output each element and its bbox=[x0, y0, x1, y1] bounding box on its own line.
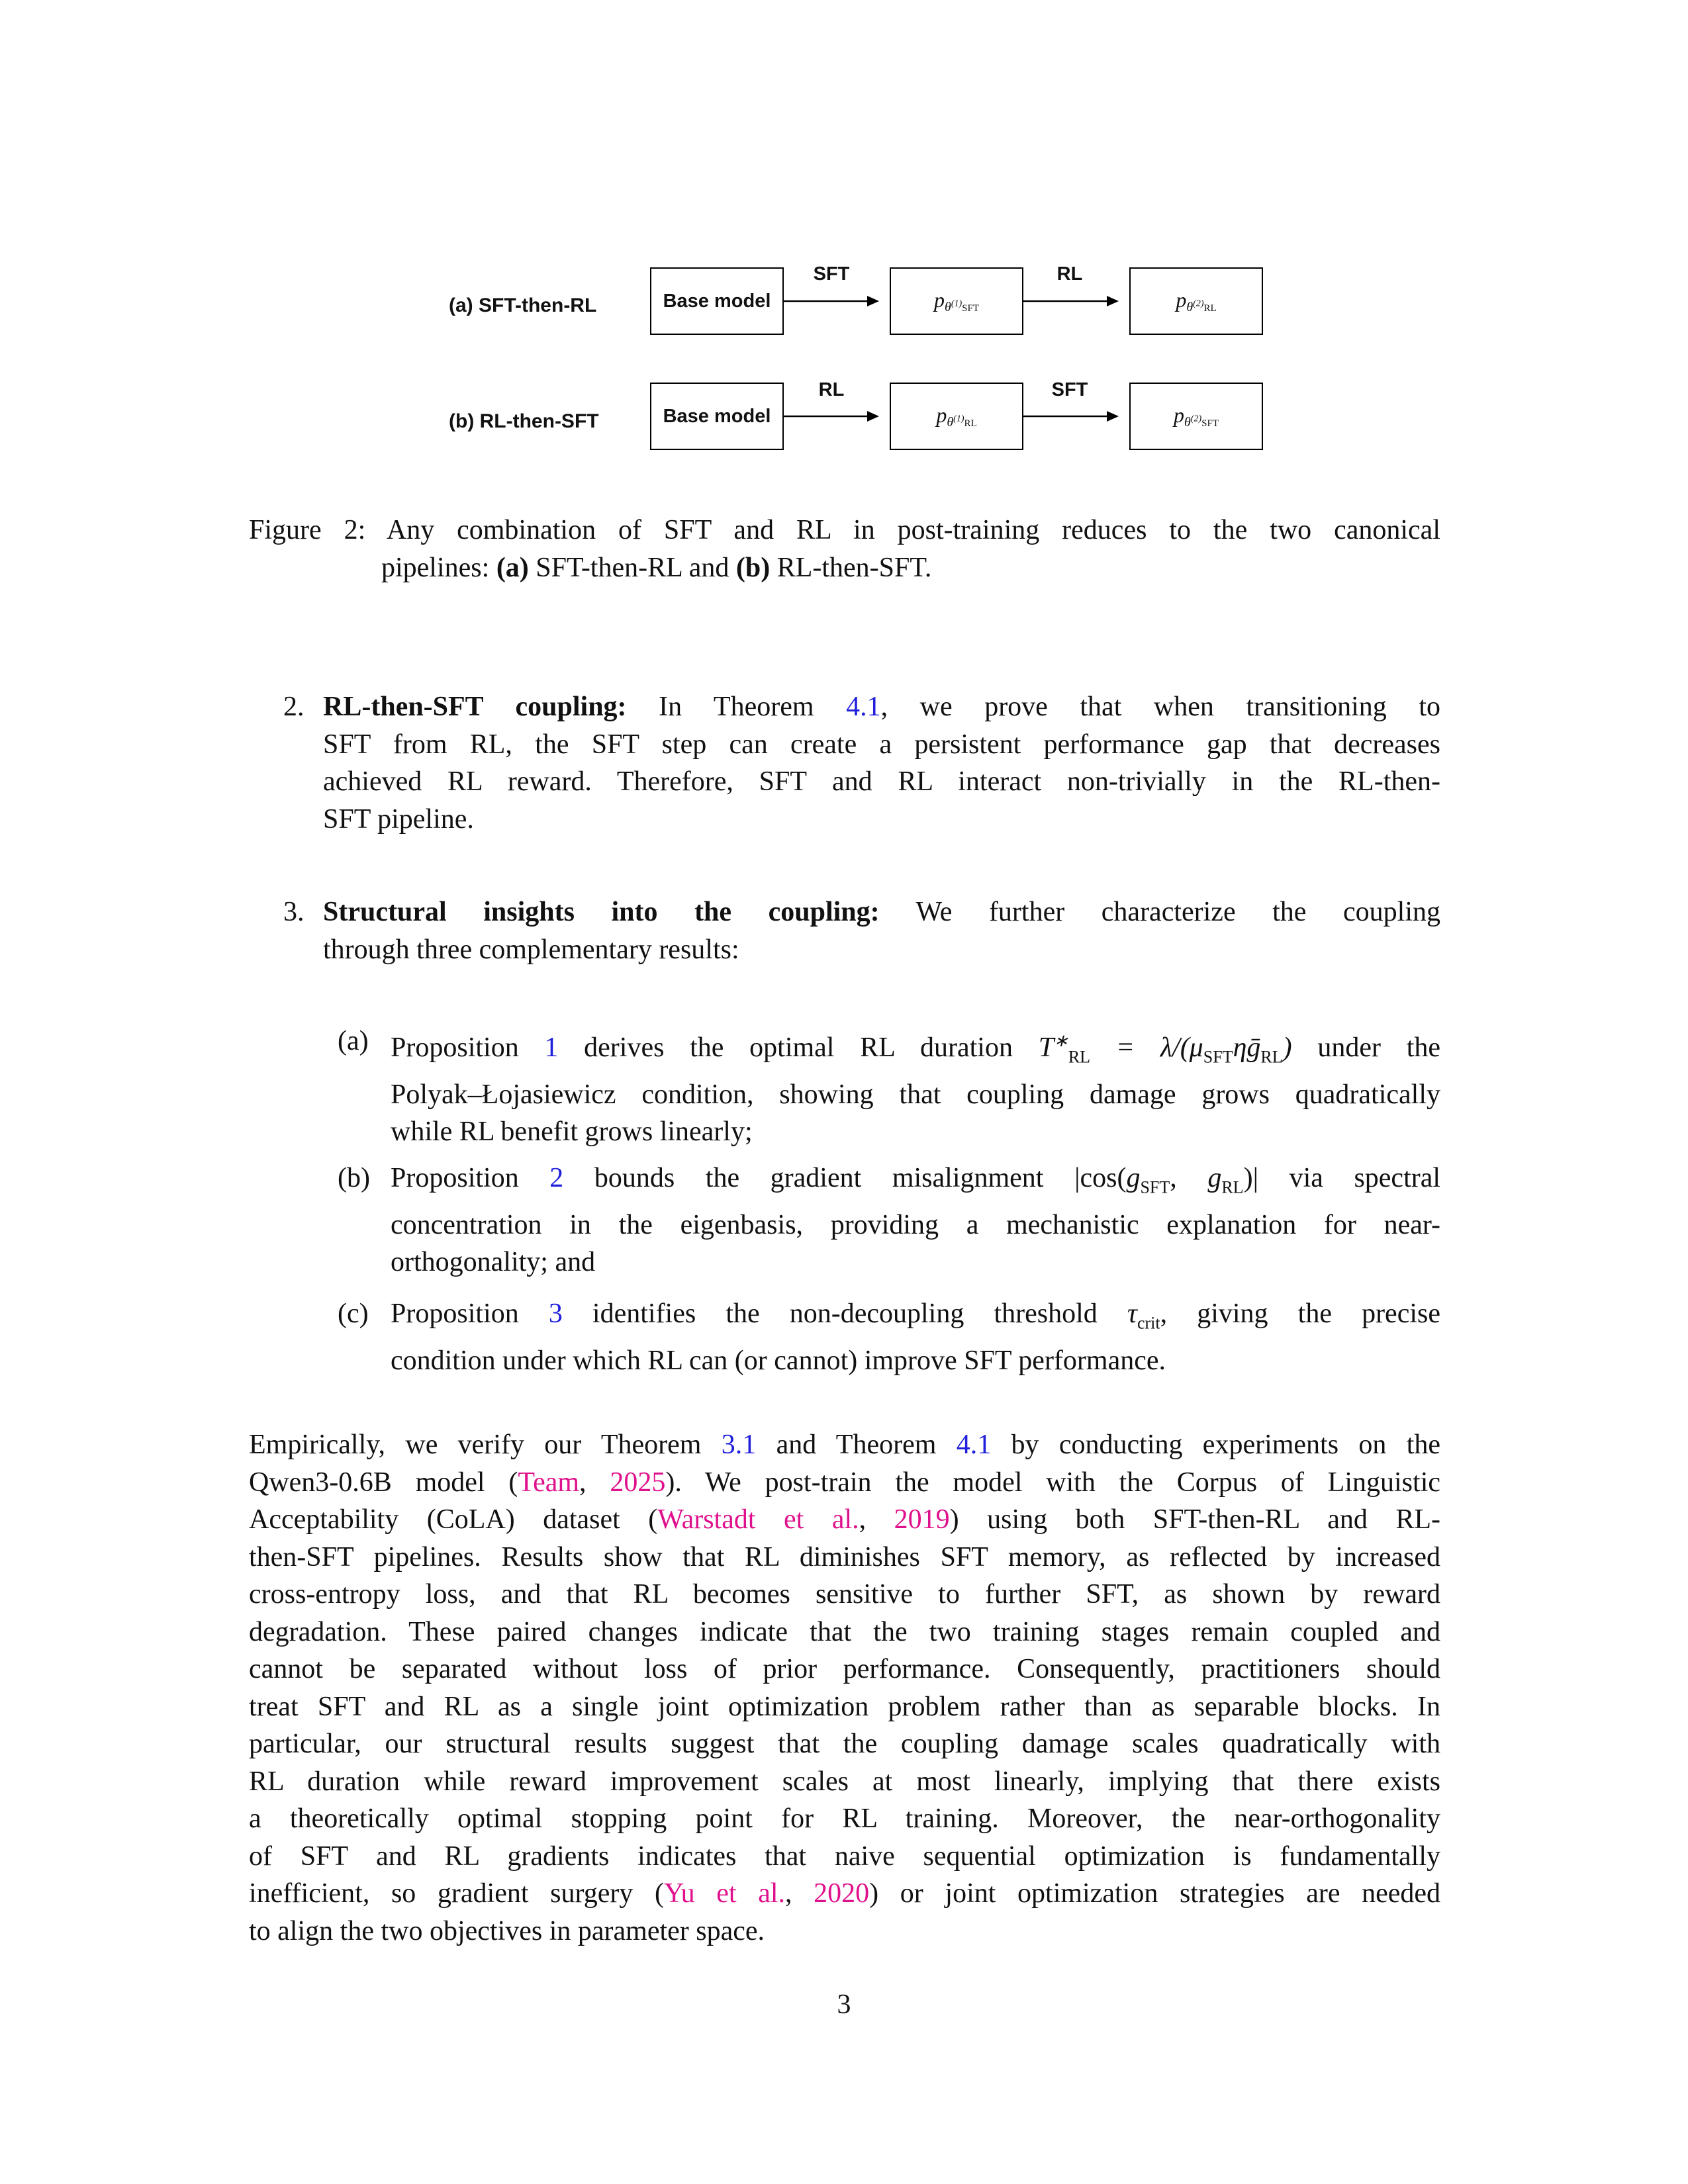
item-3-title: Structural insights into the coupling: bbox=[323, 897, 880, 927]
sub-a-line: while RL benefit grows linearly; bbox=[391, 1116, 753, 1148]
sub-c-label: (c) bbox=[338, 1298, 369, 1329]
sub-item-c bbox=[391, 1295, 1440, 1379]
body-paragraph bbox=[249, 1426, 1440, 1950]
item-3 bbox=[323, 893, 1440, 968]
body-line: of SFT and RL gradients indicates that naive sequential optimization is fundamentally bbox=[249, 1841, 1440, 1872]
item-3-number: 3. bbox=[283, 897, 305, 927]
theorem-link[interactable]: 4.1 bbox=[956, 1430, 992, 1460]
body-line: degradation. These paired changes indicate that the two training stages remain coupled and bbox=[249, 1616, 1440, 1647]
model-a3-label: $p_{\theta^{(2)}RL}$ bbox=[1176, 287, 1217, 314]
base-model-box-b bbox=[650, 383, 784, 450]
arrow-label-b1: RL bbox=[818, 379, 845, 400]
model-box-a3 bbox=[1129, 267, 1263, 335]
body-line: Empirically, we verify our Theorem 3.1 and Theorem 4.1 by conducting experiments on the bbox=[249, 1430, 1441, 1460]
base-model-label: Base model bbox=[663, 405, 771, 427]
citation-year-link[interactable]: 2019 bbox=[894, 1504, 950, 1535]
page-number: 3 bbox=[837, 1989, 851, 2020]
arrow-label-a2: RL bbox=[1056, 263, 1083, 285]
item-2-title: RL-then-SFT coupling: bbox=[323, 692, 627, 722]
sub-b-line: orthogonality; and bbox=[391, 1247, 596, 1278]
body-line: a theoretically optimal stopping point for RL training. Moreover, the near-orthogonality bbox=[249, 1803, 1440, 1834]
math-optimal-duration: $T^∗_{RL}$ = $\lambda/(\mu_{SFT}\eta ḡ_{RL})$ bbox=[1038, 1031, 1292, 1067]
model-box-a2 bbox=[890, 267, 1023, 335]
math-threshold: $\tau_{crit}$ bbox=[1127, 1298, 1160, 1333]
base-model-box-a bbox=[650, 267, 784, 335]
arrow-a1 bbox=[784, 301, 890, 314]
sub-b-line: concentration in the eigenbasis, providing a mechanistic explanation for near- bbox=[391, 1209, 1440, 1240]
theorem-link[interactable]: 4.1 bbox=[846, 692, 881, 722]
pipeline-diagram bbox=[0, 0, 1688, 477]
sub-item-a bbox=[391, 1023, 1440, 1151]
citation-year-link[interactable]: 2025 bbox=[610, 1467, 666, 1498]
body-line: treat SFT and RL as a single joint optimization problem rather than as separable blocks. In bbox=[249, 1691, 1440, 1722]
model-box-b2 bbox=[890, 383, 1023, 450]
item-3-line: Structural insights into the coupling: We further characterize the coupling bbox=[323, 897, 1440, 927]
model-box-b3 bbox=[1129, 383, 1263, 450]
body-line: then-SFT pipelines. Results show that RL diminishes SFT memory, as reflected by increased bbox=[249, 1541, 1440, 1572]
sub-c-line: condition under which RL can (or cannot) improve SFT performance. bbox=[391, 1345, 1166, 1376]
item-2-line: SFT pipeline. bbox=[323, 803, 474, 835]
sub-b-label: (b) bbox=[338, 1163, 370, 1193]
arrow-a2 bbox=[1023, 301, 1129, 314]
math-cosine: $|\cos(g_{SFT}$, $g_{RL})|$ bbox=[1074, 1163, 1258, 1197]
body-line: RL duration while reward improvement scales at most linearly, implying that there exists bbox=[249, 1766, 1440, 1797]
citation-link[interactable]: Warstadt et al. bbox=[657, 1504, 859, 1535]
body-line: particular, our structural results suggest that the coupling damage scales quadratically with bbox=[249, 1729, 1440, 1759]
row-a-label: (a) SFT-then-RL bbox=[449, 295, 597, 316]
base-model-label: Base model bbox=[663, 290, 771, 312]
row-b-label: (b) RL-then-SFT bbox=[449, 410, 599, 432]
sub-c-line: Proposition 3 identifies the non-decoupling threshold $\tau_{crit}$, giving the precise bbox=[391, 1298, 1440, 1333]
model-a2-label: $p_{\theta^{(1)}SFT}$ bbox=[933, 287, 979, 314]
figure-caption bbox=[249, 512, 1440, 586]
arrow-label-a1: SFT bbox=[813, 263, 850, 285]
citation-link[interactable]: Yu et al. bbox=[663, 1878, 786, 1909]
theorem-link[interactable]: 3.1 bbox=[721, 1430, 757, 1460]
item-2-line: RL-then-SFT coupling: In Theorem 4.1, we prove that when transitioning to bbox=[323, 692, 1441, 722]
body-line: cross-entropy loss, and that RL becomes sensitive to further SFT, as shown by reward bbox=[249, 1579, 1440, 1610]
body-line: Qwen3-0.6B model (Team, 2025). We post-train the model with the Corpus of Linguistic bbox=[249, 1467, 1440, 1498]
model-b2-label: $p_{\theta^{(1)}RL}$ bbox=[936, 402, 977, 430]
body-line: to align the two objectives in parameter space. bbox=[249, 1915, 765, 1946]
sub-a-line: Proposition 1 derives the optimal RL duration $T^∗_{RL}$ = $\lambda/(\mu_{SFT}\eta ḡ_{RL})$ under the bbox=[391, 1031, 1441, 1067]
caption-line: Figure 2: Any combination of SFT and RL in post-training reduces to the two canonical bbox=[249, 515, 1440, 545]
item-2 bbox=[323, 688, 1440, 838]
item-2-number: 2. bbox=[283, 692, 305, 722]
proposition-link[interactable]: 1 bbox=[544, 1032, 559, 1063]
item-2-line: achieved RL reward. Therefore, SFT and RL interact non-trivially in the RL-then- bbox=[323, 766, 1440, 797]
arrow-b2 bbox=[1023, 416, 1129, 430]
body-line: Acceptability (CoLA) dataset (Warstadt et al., 2019) using both SFT-then-RL and RL- bbox=[249, 1504, 1440, 1535]
sub-a-label: (a) bbox=[338, 1026, 369, 1056]
sub-b-line: Proposition 2 bounds the gradient misalignment $|\cos(g_{SFT}$, $g_{RL})|$ via spectral bbox=[391, 1163, 1441, 1197]
body-line: cannot be separated without loss of prior performance. Consequently, practitioners should bbox=[249, 1654, 1440, 1684]
body-line: inefficient, so gradient surgery (Yu et al., 2020) or joint optimization strategies are needed bbox=[249, 1878, 1441, 1909]
model-b3-label: $p_{\theta^{(2)}SFT}$ bbox=[1173, 402, 1219, 430]
sub-a-line: Polyak–Łojasiewicz condition, showing that coupling damage grows quadratically bbox=[391, 1079, 1440, 1110]
caption-line: pipelines: (a) SFT-then-RL and (b) RL-then-SFT. bbox=[381, 552, 932, 583]
citation-link[interactable]: Team bbox=[518, 1467, 580, 1498]
proposition-link[interactable]: 2 bbox=[549, 1163, 564, 1193]
sub-item-b bbox=[391, 1160, 1440, 1281]
item-3-line: through three complementary results: bbox=[323, 934, 739, 965]
arrow-label-b2: SFT bbox=[1051, 379, 1088, 400]
proposition-link[interactable]: 3 bbox=[548, 1298, 563, 1329]
item-2-line: SFT from RL, the SFT step can create a persistent performance gap that decreases bbox=[323, 729, 1440, 760]
arrow-b1 bbox=[784, 416, 890, 430]
citation-year-link[interactable]: 2020 bbox=[814, 1878, 870, 1909]
